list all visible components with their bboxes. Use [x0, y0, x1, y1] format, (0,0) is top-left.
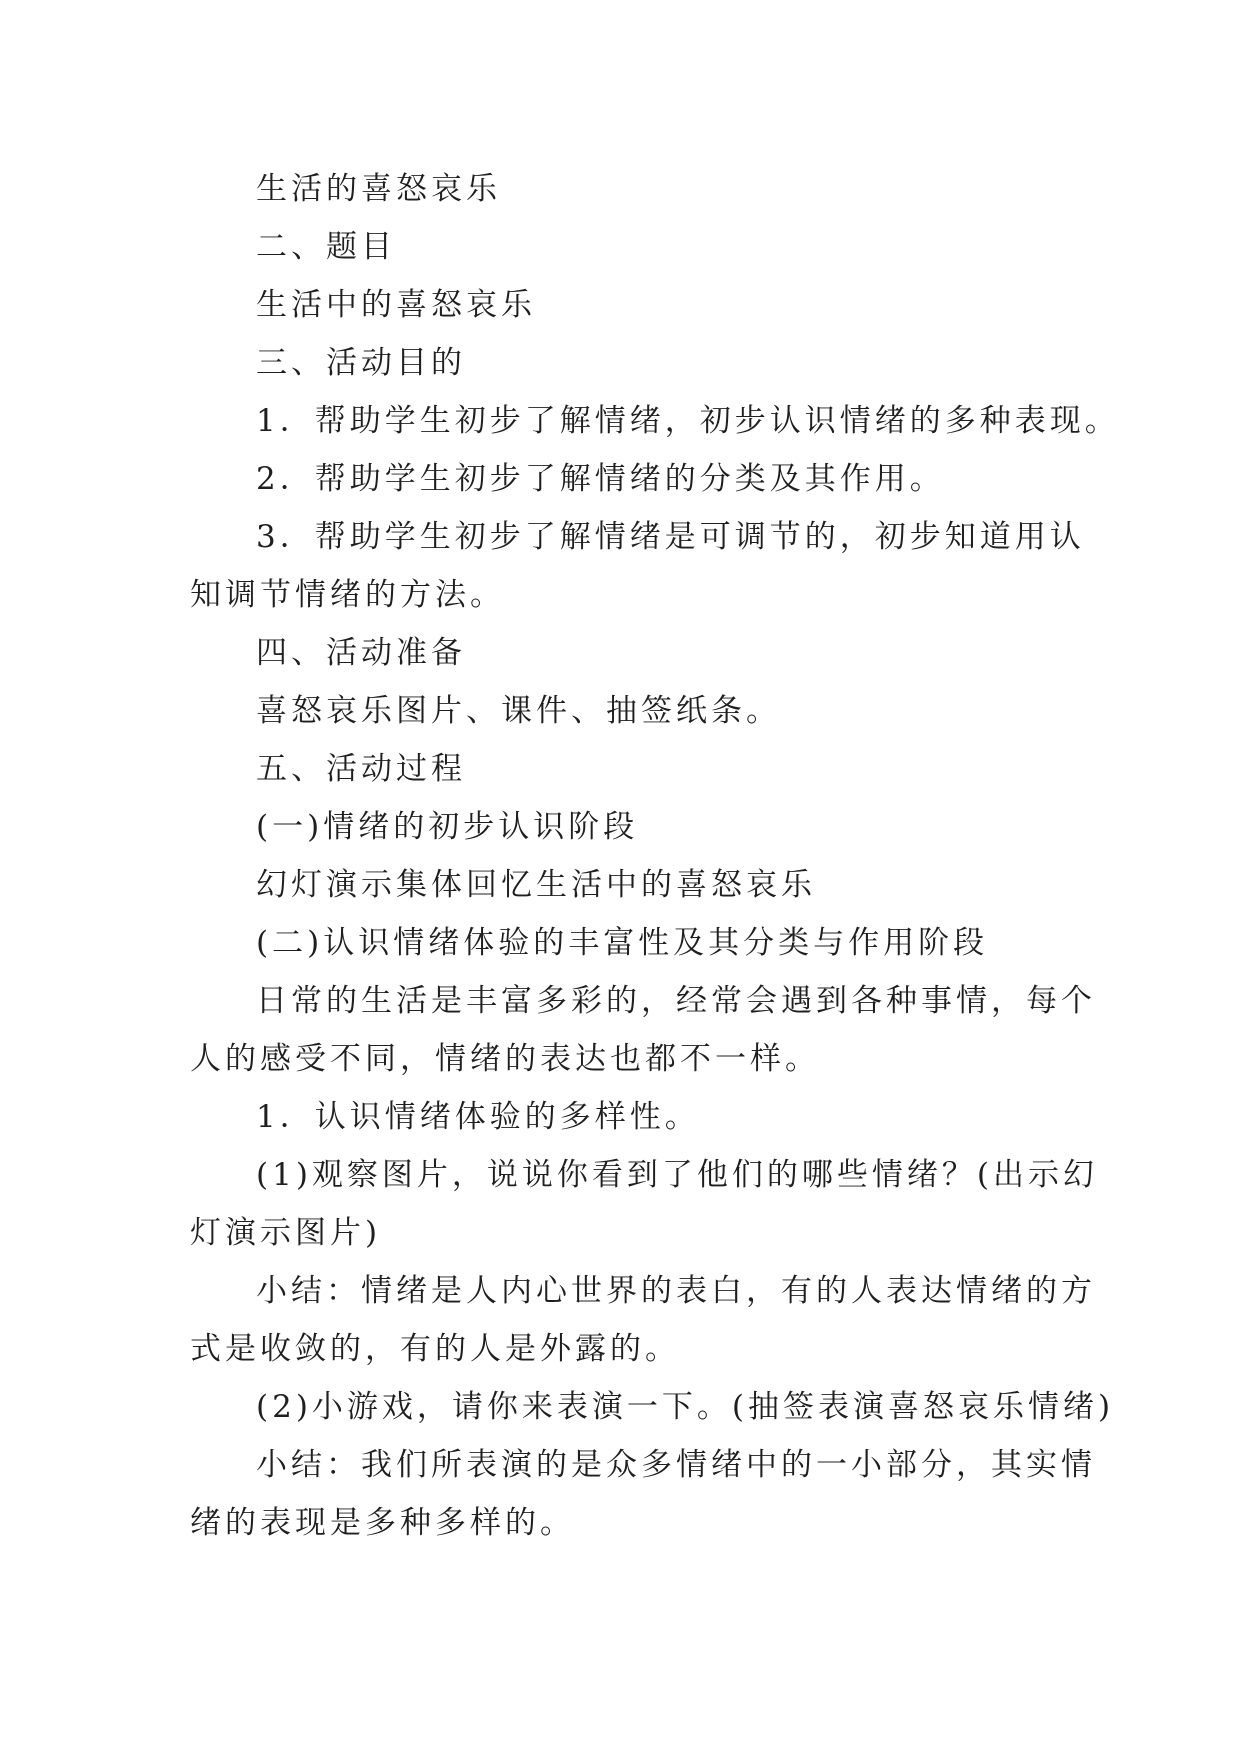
- section-heading: 二、题目: [256, 229, 396, 265]
- section-heading: 四、活动准备: [256, 635, 466, 671]
- paragraph-line: 幻灯演示集体回忆生活中的喜怒哀乐: [256, 867, 816, 903]
- subsection-heading: (二)认识情绪体验的丰富性及其分类与作用阶段: [256, 925, 989, 961]
- paragraph-line: (1)观察图片，说说你看到了他们的哪些情绪？(出示幻: [256, 1157, 1099, 1193]
- list-item-continuation: 知调节情绪的方法。: [190, 577, 505, 613]
- summary-line: 小结：情绪是人内心世界的表白，有的人表达情绪的方: [256, 1273, 1096, 1309]
- list-item: 3．帮助学生初步了解情绪是可调节的，初步知道用认: [256, 519, 1085, 555]
- list-item: 2．帮助学生初步了解情绪的分类及其作用。: [256, 461, 945, 497]
- paragraph-continuation: 灯演示图片): [190, 1215, 382, 1251]
- list-item: 1．帮助学生初步了解情绪，初步认识情绪的多种表现。: [256, 403, 1120, 439]
- section-heading: 五、活动过程: [256, 751, 466, 787]
- paragraph-line: (2)小游戏，请你来表演一下。(抽签表演喜怒哀乐情绪): [256, 1389, 1115, 1425]
- document-body: [190, 160, 1120, 1552]
- list-item: 1．认识情绪体验的多样性。: [256, 1099, 700, 1135]
- paragraph-continuation: 人的感受不同，情绪的表达也都不一样。: [190, 1041, 820, 1077]
- paragraph-continuation: 绪的表现是多种多样的。: [190, 1505, 575, 1541]
- paragraph-line: 生活中的喜怒哀乐: [256, 287, 536, 323]
- subsection-heading: (一)情绪的初步认识阶段: [256, 809, 639, 845]
- section-heading: 三、活动目的: [256, 345, 466, 381]
- paragraph-line: 喜怒哀乐图片、课件、抽签纸条。: [256, 693, 781, 729]
- paragraph-line: 生活的喜怒哀乐: [256, 171, 501, 207]
- summary-line: 小结：我们所表演的是众多情绪中的一小部分，其实情: [256, 1447, 1096, 1483]
- paragraph-line: 日常的生活是丰富多彩的，经常会遇到各种事情，每个: [256, 983, 1096, 1019]
- paragraph-continuation: 式是收敛的，有的人是外露的。: [190, 1331, 680, 1367]
